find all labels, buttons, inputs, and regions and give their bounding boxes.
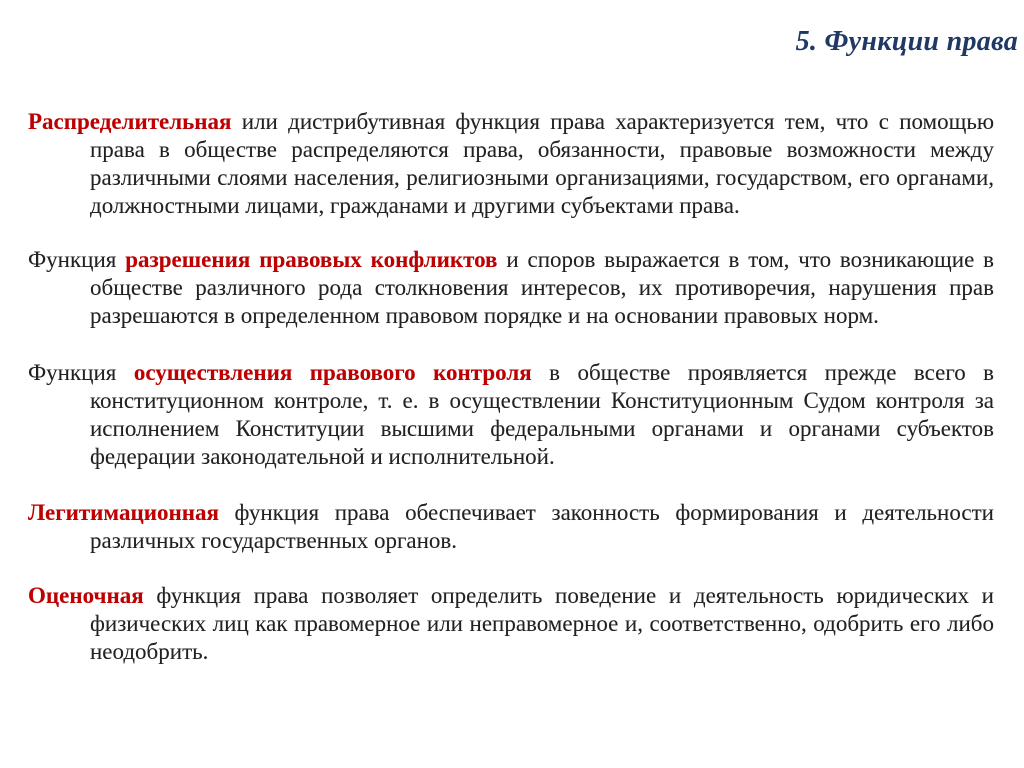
paragraph-legal-control-function bbox=[28, 359, 994, 471]
paragraph-body-text: или дистрибутивная функция права характеризуется тем, что с помощью права в обществе распределяются права, обязанности, правовые возможности между различными слоями населения, религиозными организациями, государством, его органами, должностными лицами, гражданами и другими субъектами права. bbox=[90, 109, 994, 218]
highlight-term: осуществления правового контроля bbox=[133, 360, 532, 385]
paragraph-body-text: функция права обеспечивает законность формирования и деятельности различных государственных органов. bbox=[90, 500, 994, 553]
highlight-term: Легитимационная bbox=[28, 500, 219, 525]
paragraph-distributive-function bbox=[28, 108, 994, 220]
highlight-term: разрешения правовых конфликтов bbox=[125, 247, 498, 272]
paragraph-lead-text: Функция bbox=[28, 360, 134, 385]
slide-content bbox=[28, 108, 994, 666]
slide-title: 5. Функции права bbox=[795, 26, 1018, 57]
paragraph-body-text: в обществе проявляется прежде всего в конституционном контроле, т. е. в осуществлении Конституционным Судом контроля за исполнением Конституции высшими федеральными органами и органами субъектов федерации законодательной и исполнительной. bbox=[90, 360, 995, 469]
paragraph-lead-text: Функция bbox=[28, 247, 126, 272]
highlight-term: Распределительная bbox=[28, 109, 232, 134]
paragraph-body-text: функция права позволяет определить поведение и деятельность юридических и физических лиц как правомерное или неправомерное и, соответственно, одобрить его либо неодобрить. bbox=[90, 583, 994, 664]
paragraph-body-text: и споров выражается в том, что возникающие в обществе различного рода столкновения интересов, их противоречия, нарушения прав разрешаются в определенном правовом порядке и на основании правовых норм. bbox=[90, 247, 995, 328]
paragraph-legitimation-function bbox=[28, 499, 994, 555]
paragraph-evaluative-function bbox=[28, 582, 994, 666]
paragraph-conflict-resolution-function bbox=[28, 246, 994, 330]
highlight-term: Оценочная bbox=[28, 583, 144, 608]
